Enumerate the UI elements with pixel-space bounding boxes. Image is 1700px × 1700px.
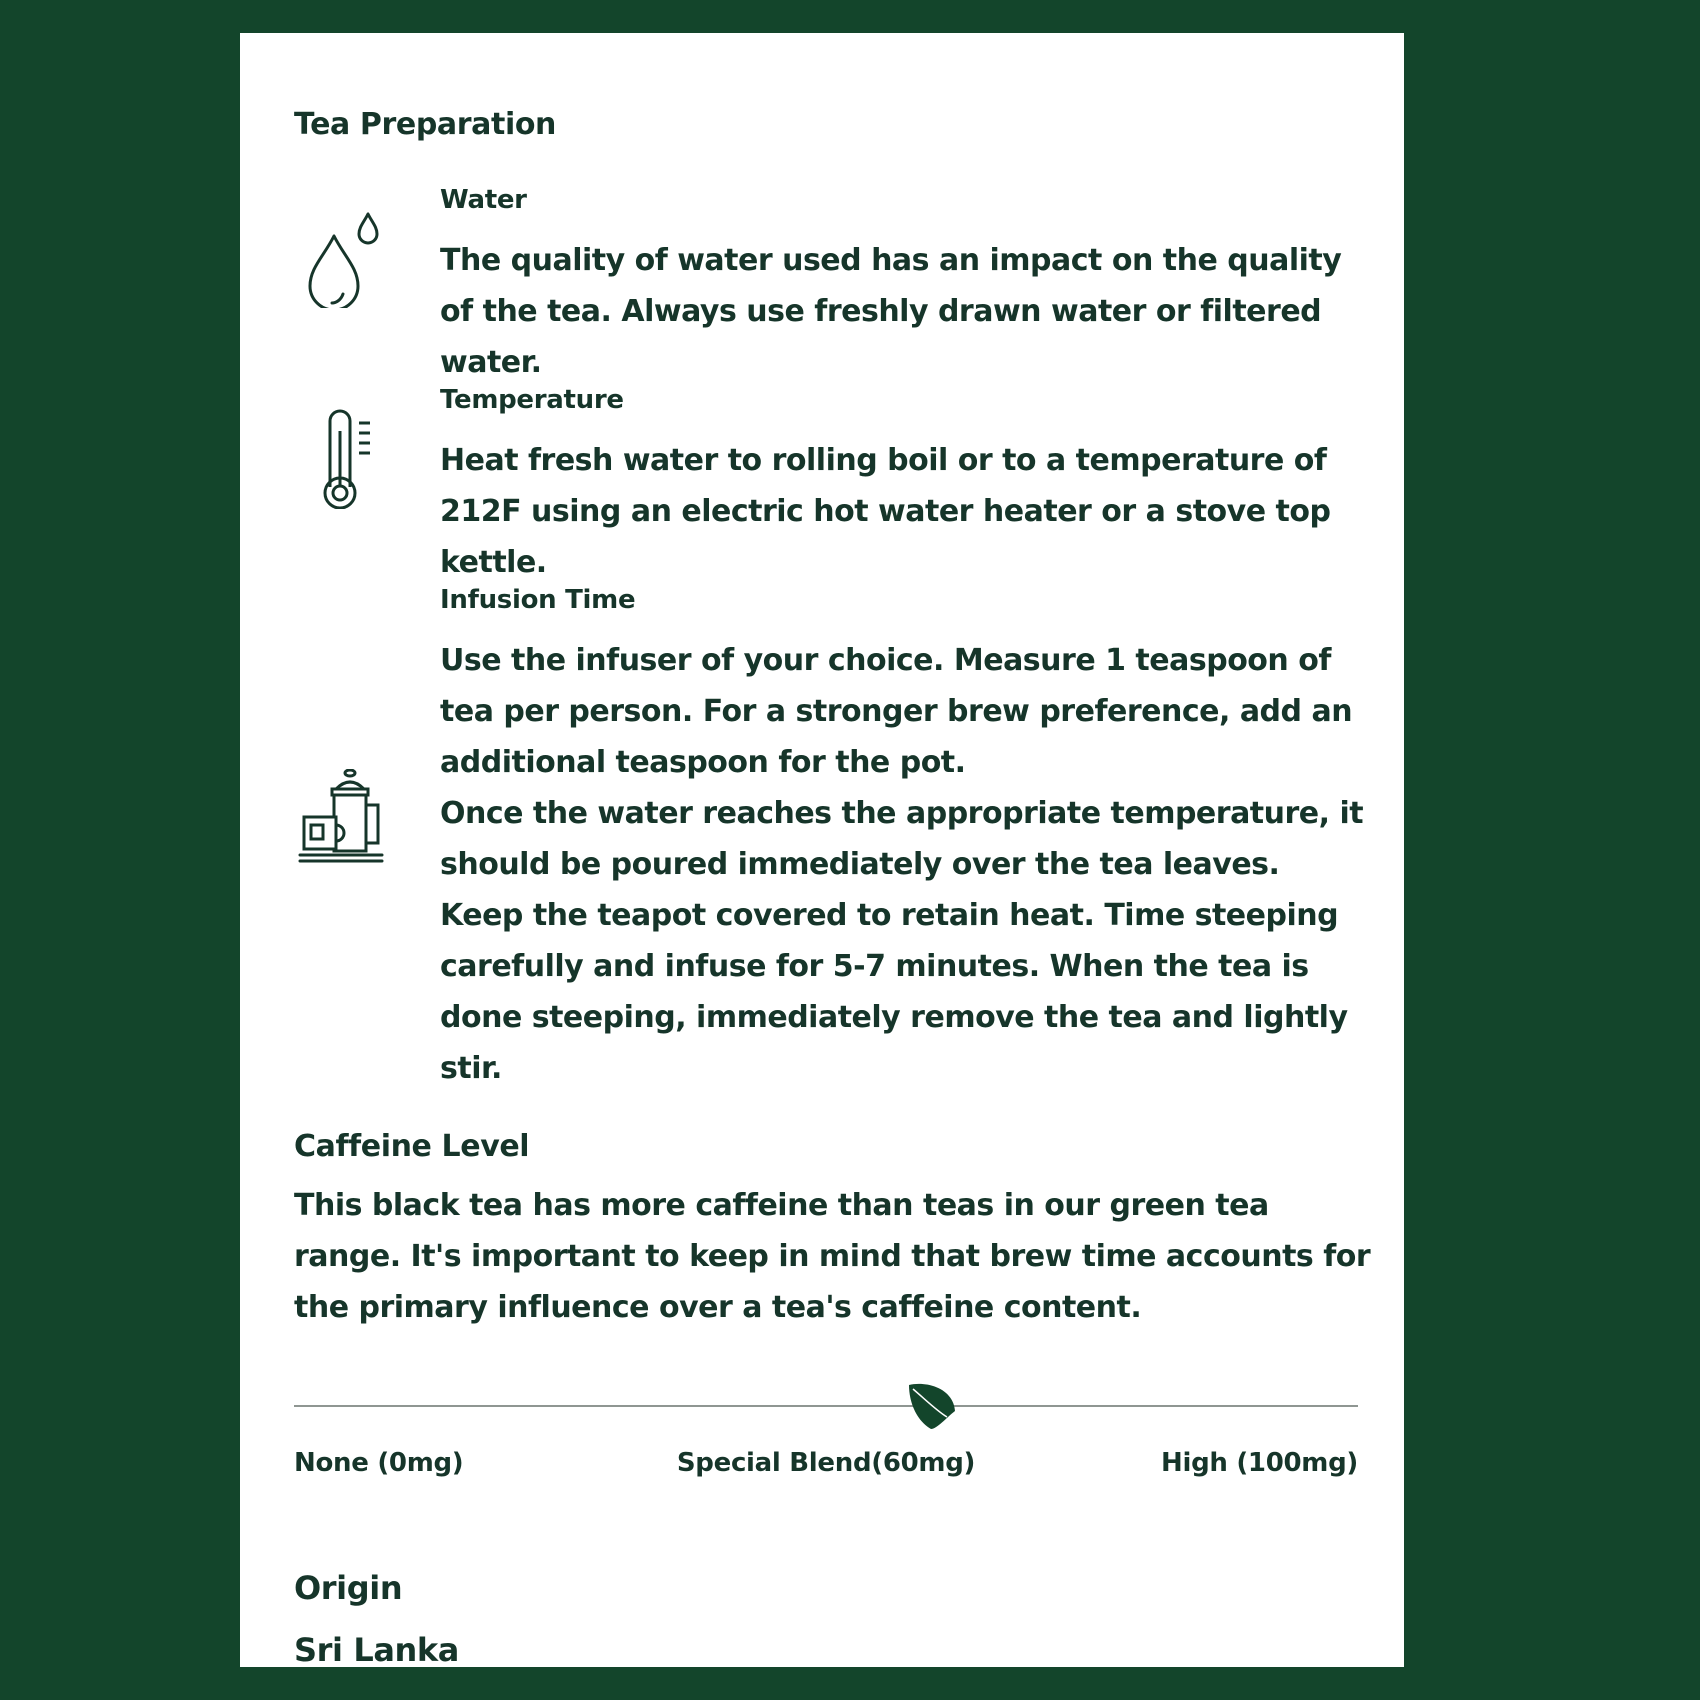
infusion-time-label: Infusion Time: [440, 585, 636, 615]
caffeine-description: This black tea has more caffeine than teas in our green tea range. It's important to keep in mind that brew time accounts for the primary influence over a tea's caffeine content.: [294, 1188, 1371, 1325]
caffeine-max-label: High (100mg): [1161, 1448, 1358, 1478]
water-drops-icon: [302, 208, 386, 308]
temperature-description: Heat fresh water to rolling boil or to a temperature of 212F using an electric hot water heater or a stove top kettle.: [440, 443, 1331, 580]
caffeine-meter-labels: [294, 1448, 1358, 1488]
caffeine-meter-track: [294, 1405, 1358, 1407]
temperature-label: Temperature: [440, 385, 624, 415]
origin-title: Origin: [294, 1569, 403, 1607]
caffeine-mid-label: Special Blend(60mg): [676, 1448, 976, 1478]
water-description: The quality of water used has an impact on the quality of the tea. Always use freshly drawn water or filtered water.: [440, 243, 1342, 380]
caffeine-level-title: Caffeine Level: [294, 1129, 530, 1164]
tea-preparation-title: Tea Preparation: [294, 107, 556, 142]
caffeine-min-label: None (0mg): [294, 1448, 464, 1478]
infusion-time-description: Use the infuser of your choice. Measure 1 teaspoon of tea per person. For a stronger brew preference, add an additional teaspoon for the pot. Once the water reaches the appropriate temperature, it should be poured immediately over the tea leaves. Keep the teapot covered to retain heat. Time steeping carefully and infuse for 5-7 minutes. When the tea is done steeping, immediately remove the tea and lightly stir.: [440, 643, 1364, 1086]
thermometer-icon: [302, 409, 386, 509]
tea-info-card: [240, 33, 1404, 1667]
origin-value: Sri Lanka: [294, 1631, 459, 1669]
leaf-icon: [907, 1381, 957, 1431]
teapot-cup-icon: [298, 769, 390, 869]
caffeine-meter: [294, 1373, 1358, 1403]
water-label: Water: [440, 185, 527, 215]
